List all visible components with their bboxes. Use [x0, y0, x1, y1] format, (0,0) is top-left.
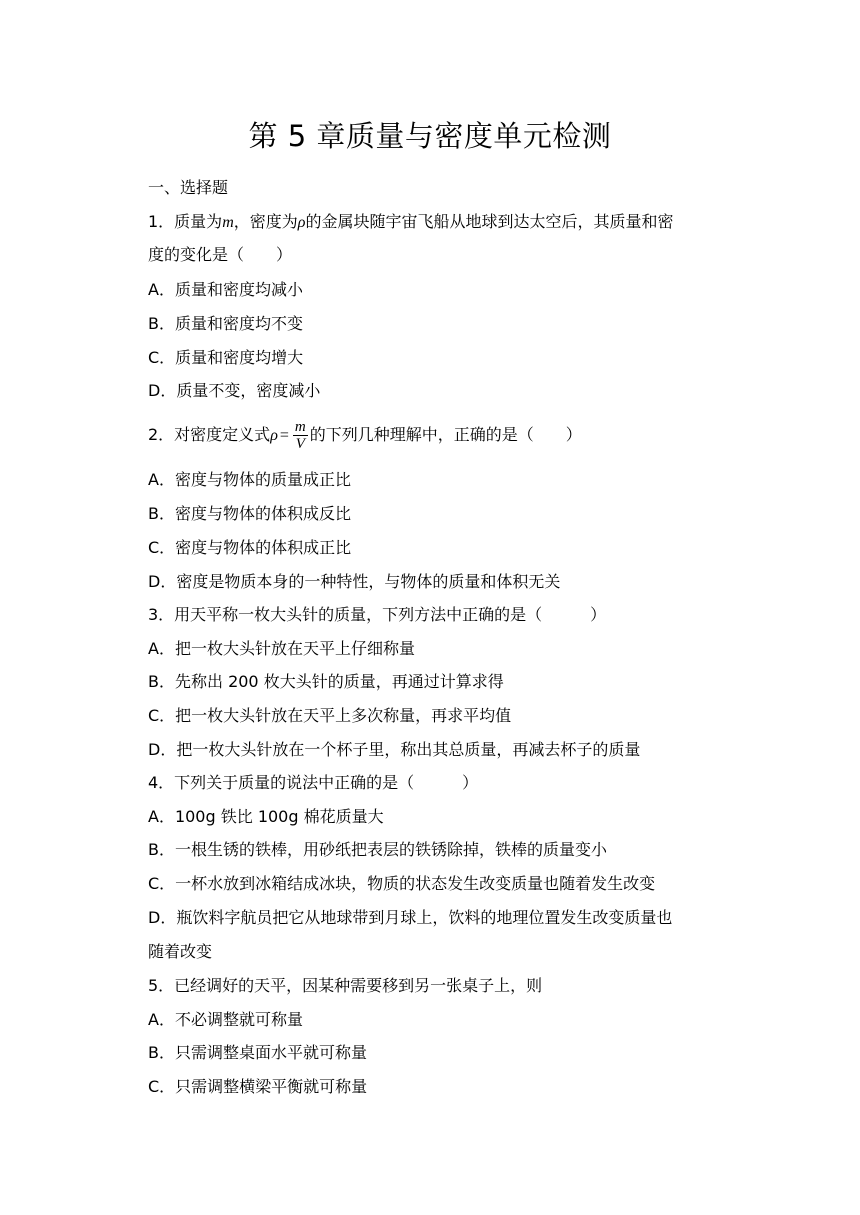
q1-option-a: A．质量和密度均减小 [148, 280, 303, 299]
q4-option-d-cont: 随着改变 [148, 942, 213, 961]
q1-symbol-m: m [222, 214, 234, 231]
q5-option-c: C．只需调整横梁平衡就可称量 [148, 1077, 368, 1096]
document-title: 第 5 章质量与密度单元检测 [248, 119, 612, 153]
q2-option-c: C．密度与物体的体积成正比 [148, 538, 352, 557]
section-heading: 一、选择题 [148, 178, 229, 197]
q3-option-b: B．先称出 200 枚大头针的质量，再通过计算求得 [148, 672, 504, 691]
q1-option-d: D．质量不变，密度减小 [148, 381, 321, 400]
q1-text-a: 1．质量为 [148, 212, 223, 231]
q2-option-a: A．密度与物体的质量成正比 [148, 470, 351, 489]
question-4-stem: 4．下列关于质量的说法中正确的是（ ） [148, 773, 479, 792]
q4-option-a: A．100g 铁比 100g 棉花质量大 [148, 807, 384, 826]
q2-suffix: 的下列几种理解中，正确的是（ ） [309, 425, 582, 444]
q1-text-c: 的金属块随宇宙飞船从地球到达太空后，其质量和密 [305, 212, 674, 231]
q2-fraction [293, 419, 308, 452]
q3-option-a: A．把一枚大头针放在天平上仔细称量 [148, 639, 415, 658]
question-1-stem [148, 211, 730, 234]
q2-option-d: D．密度是物质本身的一种特性，与物体的质量和体积无关 [148, 572, 561, 591]
q3-option-c: C．把一枚大头针放在天平上多次称量，再求平均值 [148, 706, 512, 725]
q1-option-b: B．质量和密度均不变 [148, 314, 303, 333]
question-2-stem [148, 418, 730, 453]
q1-symbol-rho: ρ [297, 214, 306, 231]
q2-symbol-rho: ρ [270, 427, 278, 444]
q2-denominator: V [295, 436, 305, 452]
q2-prefix: 2．对密度定义式 [148, 425, 271, 444]
question-5-stem: 5．已经调好的天平，因某种需要移到另一张桌子上，则 [148, 976, 543, 995]
q5-option-b: B．只需调整桌面水平就可称量 [148, 1043, 367, 1062]
q1-text-b: ，密度为 [233, 212, 298, 231]
q4-option-d: D．瓶饮料字航员把它从地球带到月球上，饮料的地理位置发生改变质量也 [148, 908, 673, 927]
question-3-stem: 3．用天平称一枚大头针的质量，下列方法中正确的是（ ） [148, 605, 607, 624]
q4-option-c: C．一杯水放到冰箱结成冰块，物质的状态发生改变质量也随着发生改变 [148, 874, 656, 893]
q2-equals: = [279, 427, 289, 444]
q2-option-b: B．密度与物体的体积成反比 [148, 504, 351, 523]
q5-option-a: A．不必调整就可称量 [148, 1010, 303, 1029]
question-1-stem-cont: 度的变化是（ ） [148, 245, 293, 264]
q4-option-b: B．一根生锈的铁棒，用砂纸把表层的铁锈除掉，铁棒的质量变小 [148, 840, 607, 859]
q2-numerator: m [294, 419, 306, 435]
q1-option-c: C．质量和密度均增大 [148, 348, 304, 367]
q3-option-d: D．把一枚大头针放在一个杯子里，称出其总质量，再减去杯子的质量 [148, 740, 641, 759]
